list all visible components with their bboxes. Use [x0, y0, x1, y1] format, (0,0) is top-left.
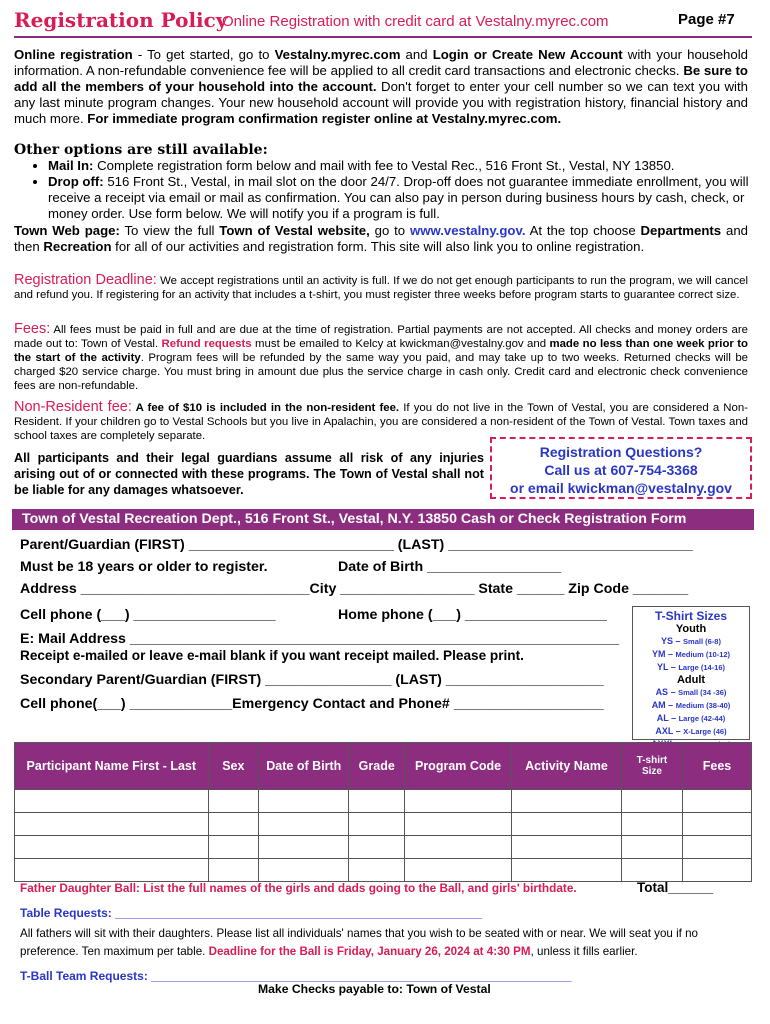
cell[interactable] — [259, 836, 349, 859]
youth-heading: Youth — [675, 623, 707, 635]
size-item — [633, 712, 749, 725]
secondary-cell-emergency-field[interactable]: Cell phone(___) _____________Emergency Contact and Phone# ___________________ — [20, 696, 604, 712]
cell[interactable] — [512, 859, 622, 882]
cell[interactable] — [405, 790, 512, 813]
size-code: YS – — [661, 636, 684, 646]
deadline-paragraph — [14, 273, 748, 302]
cell[interactable] — [208, 790, 259, 813]
text-run: Departments — [640, 223, 722, 238]
table-header-row — [15, 743, 752, 790]
other-options-list — [30, 158, 768, 222]
cell[interactable] — [259, 859, 349, 882]
size-item — [633, 686, 749, 699]
cell[interactable] — [208, 836, 259, 859]
text-run: for all of our activities and registration form. This site will also link you to online registration. — [111, 239, 645, 254]
table-requests-field[interactable]: Table Requests: _______________________________________________________ — [20, 906, 483, 920]
text-run: . Program fees will be refunded by the same way you paid, and may take up to two weeks. Returned checks will be charged $20 service charge. You must bring in amount due plus the service charge in cash only. Credit card and electronic check convenience fees are non-refundable. — [14, 352, 749, 392]
participant-table — [14, 742, 752, 882]
size-label: X-Large (46) — [683, 727, 727, 736]
payable-note: Make Checks payable to: Town of Vestal — [258, 982, 491, 996]
cell[interactable] — [15, 813, 209, 836]
size-label: Small (34 -36) — [678, 688, 727, 697]
col-program-code: Program Code — [405, 743, 512, 790]
deadline-text: We accept registrations until an activity is full. If we do not get enough participants to run the program, we will cancel and refund you. If registering for an activity that includes a t-shirt, you must register three weeks before program starts to guarantee correct size. — [14, 275, 749, 301]
drop-off-text: 516 Front St., Vestal, in mail slot on the door 24/7. Drop-off does not guarantee immediate enrollment, you will receive a receipt via email or mail as confirmation. You can also pay in person during business hours by cash, check, or money order. Use form below. We will notify you if a program is full. — [48, 174, 749, 221]
size-label: Large (42-44) — [678, 714, 726, 723]
size-item — [633, 648, 749, 661]
size-item — [633, 661, 749, 674]
cell[interactable] — [349, 813, 405, 836]
cell[interactable] — [208, 813, 259, 836]
text-run: , unless it fills earlier. — [530, 945, 638, 958]
questions-phone[interactable]: Call us at 607-754-3368 — [544, 462, 698, 478]
secondary-guardian-field[interactable]: Secondary Parent/Guardian (FIRST) ________________ (LAST) ____________________ — [20, 672, 604, 688]
website-link[interactable]: www.vestalny.gov. — [409, 223, 526, 238]
cell[interactable] — [683, 813, 752, 836]
text-run: Recreation — [43, 239, 112, 254]
page-title: Registration Policy — [14, 8, 228, 32]
size-code: AXL – — [655, 726, 684, 736]
tball-requests-field[interactable]: T-Ball Team Requests: _______________________________________________________________ — [20, 969, 572, 983]
text-run: To view the full — [119, 223, 220, 238]
site-link[interactable]: Vestalny.myrec.com — [274, 47, 401, 62]
text-run: A fee of $10 is included in the non-resident fee. — [131, 402, 400, 414]
list-item — [48, 174, 768, 222]
size-item — [633, 635, 749, 648]
size-label: Medium (10-12) — [675, 650, 731, 659]
father-daughter-ball-note: Father Daughter Ball: List the full names of the girls and dads going to the Ball, and girls' birthdate. — [20, 881, 577, 895]
fees-paragraph — [14, 322, 748, 393]
registration-questions-box — [490, 437, 752, 499]
cell[interactable] — [621, 859, 682, 882]
text-run: Be sure to add all the members of your household into the account. — [14, 63, 748, 94]
cell-phone-field[interactable]: Cell phone (___) __________________ — [20, 607, 276, 623]
size-code: AS – — [655, 687, 679, 697]
col-participant-name: Participant Name First - Last — [15, 743, 209, 790]
text-run: must be emailed to Kelcy at kwickman@vestalny.gov and — [251, 338, 550, 350]
liability-paragraph: All participants and their legal guardians assume all risk of any injuries arising out of or connected with these programs. The Town of Vestal shall not be liable for any damages whatsoever. — [14, 451, 484, 497]
col-grade: Grade — [349, 743, 405, 790]
cell[interactable] — [512, 790, 622, 813]
mail-in-label: Mail In: — [48, 158, 94, 173]
size-label: Small (6-8) — [683, 637, 721, 646]
cell[interactable] — [349, 790, 405, 813]
text-run: Refund requests — [161, 338, 252, 350]
other-options-heading: Other options are still available: — [14, 142, 268, 158]
cell[interactable] — [208, 859, 259, 882]
cell[interactable] — [621, 813, 682, 836]
col-tshirt-size: T-shirt Size — [621, 743, 682, 790]
questions-heading: Registration Questions? — [539, 444, 703, 460]
text-run: and — [400, 47, 433, 62]
table-requests-note — [20, 925, 750, 961]
page-number: Page #7 — [678, 11, 735, 28]
cell[interactable] — [683, 859, 752, 882]
text-run: made no less than one week prior to the start of the activity — [14, 338, 749, 364]
cell[interactable] — [405, 859, 512, 882]
cell[interactable] — [512, 813, 622, 836]
size-code: AL – — [656, 713, 679, 723]
text-run: All fees must be paid in full and are due at the time of registration. Partial payments are not accepted. All checks and money orders are made out to: Town of Vestal. — [14, 324, 748, 350]
size-label: Medium (38-40) — [675, 701, 731, 710]
cell[interactable] — [683, 836, 752, 859]
table-row — [15, 813, 752, 836]
size-label: Large (14-16) — [678, 663, 726, 672]
size-code: AM – — [651, 700, 676, 710]
size-code: YM – — [651, 649, 676, 659]
cell[interactable] — [349, 859, 405, 882]
text-run: Town of Vestal website, — [219, 223, 370, 238]
col-fees: Fees — [683, 743, 752, 790]
questions-email[interactable]: or email kwickman@vestalny.gov — [510, 480, 732, 496]
cell[interactable] — [15, 859, 209, 882]
col-sex: Sex — [208, 743, 259, 790]
web-page-paragraph — [14, 223, 748, 255]
header-divider — [14, 36, 752, 38]
date-of-birth-field[interactable]: Date of Birth _________________ — [338, 559, 562, 575]
text-run: At the top choose — [525, 223, 641, 238]
home-phone-field[interactable]: Home phone (___) __________________ — [338, 607, 607, 623]
col-activity-name: Activity Name — [512, 743, 622, 790]
deadline-label: Registration Deadline: — [14, 272, 157, 288]
text-run: with your household information. A non-refundable convenience fee will be applied to all credit card transactions and electronic checks. — [14, 47, 748, 78]
text-run: All fathers will sit with their daughters. Please list all individuals' names that you wish to be seated with or near. We will seat you if no preference. Ten maximum per table. — [20, 927, 698, 958]
cell[interactable] — [15, 790, 209, 813]
receipt-note: Receipt e-mailed or leave e-mail blank if you want receipt mailed. Please print. — [20, 648, 524, 663]
online-registration-paragraph — [14, 47, 748, 127]
cell[interactable] — [512, 836, 622, 859]
text-run: For immediate program confirmation register online at Vestalny.myrec.com. — [87, 111, 562, 126]
non-resident-label: Non-Resident fee: — [14, 399, 132, 415]
tshirt-sizes-title: T-Shirt Sizes — [654, 609, 728, 623]
table-row — [15, 836, 752, 859]
size-code: YL – — [656, 662, 679, 672]
form-title-bar: Town of Vestal Recreation Dept., 516 Front St., Vestal, N.Y. 13850 Cash or Check Registration Form — [12, 509, 754, 530]
age-notice: Must be 18 years or older to register. — [20, 559, 268, 575]
total-field[interactable]: Total______ — [637, 880, 714, 895]
web-label: Town Web page: — [14, 223, 120, 238]
size-item — [633, 725, 749, 738]
text-run: If you do not live in the Town of Vestal, you are considered a Non-Resident. If your children go to Vestal Schools but you live in Apalachin, you are considered a non-resident of the Town of Vestal. Town taxes and school taxes are completely separate. — [14, 402, 748, 442]
cell[interactable] — [15, 836, 209, 859]
cell[interactable] — [259, 790, 349, 813]
cell[interactable] — [621, 790, 682, 813]
fees-label: Fees: — [14, 321, 51, 337]
table-row — [15, 859, 752, 882]
cell[interactable] — [349, 836, 405, 859]
cell[interactable] — [405, 813, 512, 836]
cell[interactable] — [621, 836, 682, 859]
cell[interactable] — [683, 790, 752, 813]
text-run: go to — [369, 223, 410, 238]
list-item — [48, 158, 768, 174]
text-run: Login or Create New Account — [432, 47, 623, 62]
email-field[interactable]: E: Mail Address ______________________________________________________________ — [20, 631, 620, 647]
address-field[interactable]: Address _____________________________City _________________ State ______ Zip Code _______ — [20, 581, 689, 597]
drop-off-label: Drop off: — [48, 174, 104, 189]
table-row — [15, 790, 752, 813]
text-run: and then — [14, 223, 748, 254]
online-label: Online registration — [14, 47, 133, 62]
col-date-of-birth: Date of Birth — [259, 743, 349, 790]
parent-guardian-field[interactable]: Parent/Guardian (FIRST) __________________________ (LAST) _______________________________ — [20, 537, 693, 553]
size-item — [633, 699, 749, 712]
page-subtitle: Online Registration with credit card at Vestalny.myrec.com — [222, 13, 609, 30]
cell[interactable] — [405, 836, 512, 859]
mail-in-text: Complete registration form below and mail with fee to Vestal Rec., 516 Front St., Vestal, NY 13850. — [93, 158, 675, 173]
tshirt-sizes-box — [632, 606, 750, 740]
cell[interactable] — [259, 813, 349, 836]
ball-deadline: Deadline for the Ball is Friday, January 26, 2024 at 4:30 PM — [208, 945, 531, 958]
text-run: Don't forget to enter your cell number so we can text you with any last minute program changes. Your new household account will provide you with registration history, financial history and much more. — [14, 79, 748, 126]
text-run: - To get started, go to — [132, 47, 275, 62]
adult-heading: Adult — [676, 674, 706, 686]
